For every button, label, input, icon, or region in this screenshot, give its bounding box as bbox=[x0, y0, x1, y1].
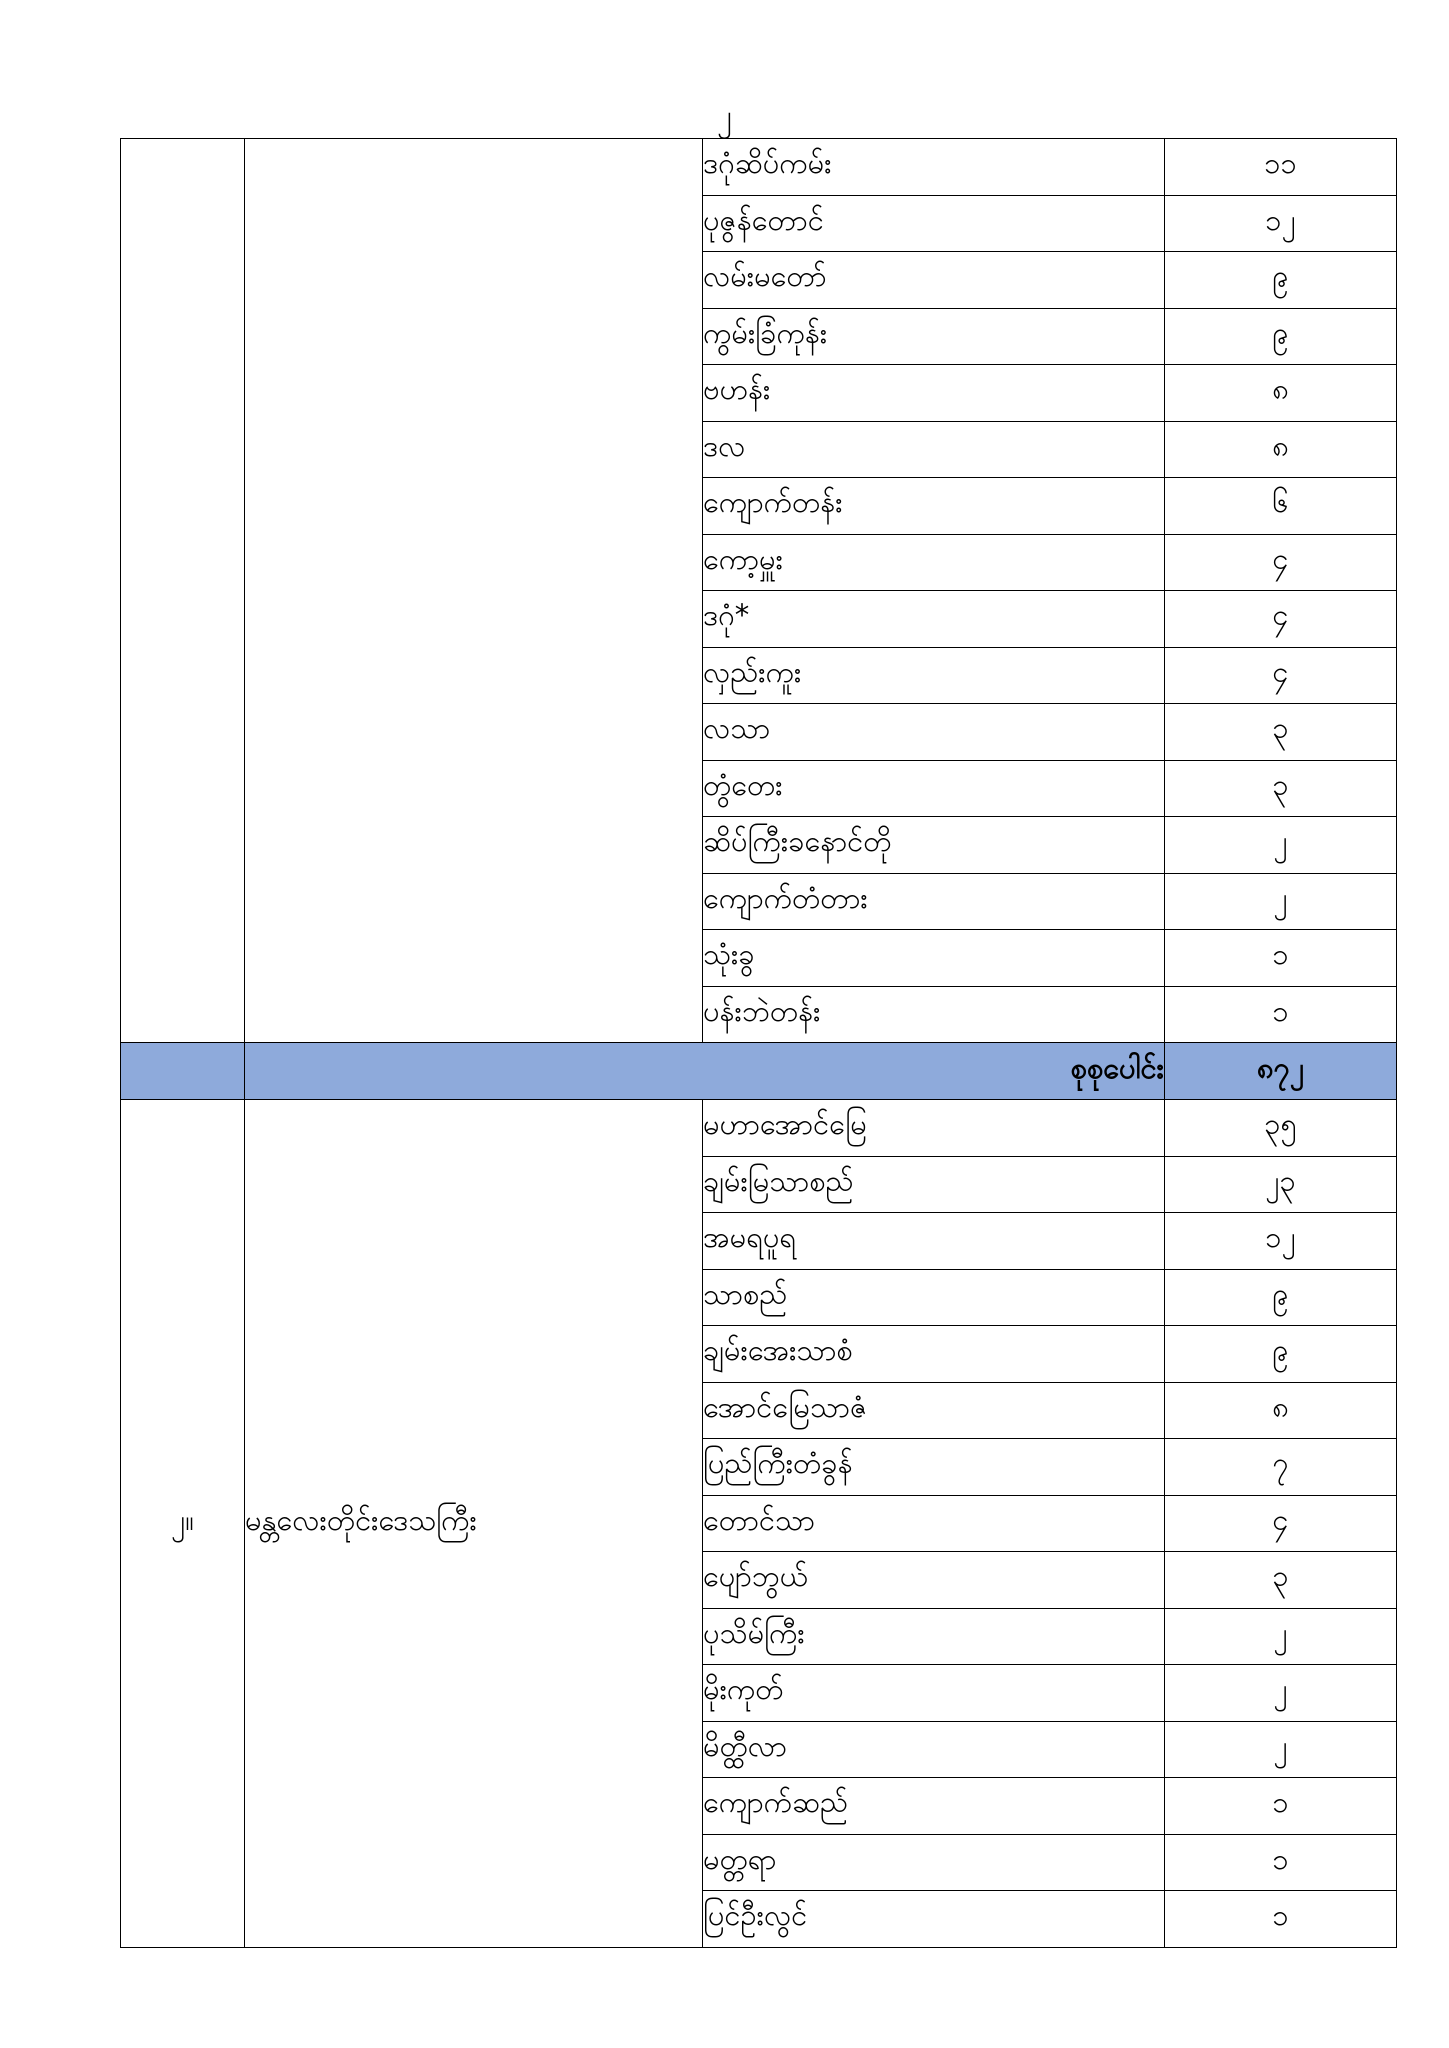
township-name-cell: ပန်းဘဲတန်း bbox=[703, 986, 1165, 1043]
township-count-cell: ၈ bbox=[1165, 421, 1397, 478]
total-blank-cell bbox=[121, 1043, 245, 1100]
township-count-cell: ၂ bbox=[1165, 873, 1397, 930]
township-name-cell: မိုးကုတ် bbox=[703, 1665, 1165, 1722]
township-count-cell: ၂ bbox=[1165, 1608, 1397, 1665]
township-name-cell: အောင်မြေသာဇံ bbox=[703, 1382, 1165, 1439]
region-number-cell: ၂။ bbox=[121, 1100, 245, 1948]
township-count-cell: ၁ bbox=[1165, 986, 1397, 1043]
total-row bbox=[121, 1043, 1397, 1100]
township-count-cell: ၂ bbox=[1165, 817, 1397, 874]
township-name-cell: ဗဟန်း bbox=[703, 365, 1165, 422]
township-count-cell: ၄ bbox=[1165, 647, 1397, 704]
township-name-cell: အမရပူရ bbox=[703, 1213, 1165, 1270]
township-name-cell: သာစည် bbox=[703, 1269, 1165, 1326]
township-count-cell: ၁၂ bbox=[1165, 195, 1397, 252]
township-name-cell: ကျောက်တန်း bbox=[703, 478, 1165, 535]
township-count-cell: ၁ bbox=[1165, 1778, 1397, 1835]
page-number: ၂ bbox=[717, 99, 732, 134]
township-count-cell: ၉ bbox=[1165, 308, 1397, 365]
township-name-cell: လှည်းကူး bbox=[703, 647, 1165, 704]
township-count-cell: ၈ bbox=[1165, 365, 1397, 422]
township-count-cell: ၉ bbox=[1165, 252, 1397, 309]
township-count-cell: ၂ bbox=[1165, 1721, 1397, 1778]
township-count-cell: ၄ bbox=[1165, 1495, 1397, 1552]
township-name-cell: ချမ်းအေးသာစံ bbox=[703, 1326, 1165, 1383]
township-count-cell: ၁၂ bbox=[1165, 1213, 1397, 1270]
township-count-cell: ၃၅ bbox=[1165, 1100, 1397, 1157]
region-name-cell bbox=[245, 139, 703, 1043]
township-count-table bbox=[120, 138, 1397, 1948]
township-name-cell: မဟာအောင်မြေ bbox=[703, 1100, 1165, 1157]
township-count-cell: ၇ bbox=[1165, 1439, 1397, 1496]
township-count-cell: ၃ bbox=[1165, 704, 1397, 761]
township-name-cell: ပုဇွန်တောင် bbox=[703, 195, 1165, 252]
township-count-cell: ၃ bbox=[1165, 760, 1397, 817]
township-name-cell: မိတ္ထီလာ bbox=[703, 1721, 1165, 1778]
township-count-cell: ၄ bbox=[1165, 534, 1397, 591]
township-name-cell: ပျော်ဘွယ် bbox=[703, 1552, 1165, 1609]
township-name-cell: တွံတေး bbox=[703, 760, 1165, 817]
township-name-cell: ပုသိမ်ကြီး bbox=[703, 1608, 1165, 1665]
township-count-cell: ၂၃ bbox=[1165, 1156, 1397, 1213]
township-count-cell: ၁၁ bbox=[1165, 139, 1397, 196]
total-value: ၈၇၂ bbox=[1165, 1043, 1397, 1100]
township-name-cell: ကျောက်တံတား bbox=[703, 873, 1165, 930]
table-row bbox=[121, 1100, 1397, 1157]
table-row bbox=[121, 139, 1397, 196]
township-name-cell: ကျောက်ဆည် bbox=[703, 1778, 1165, 1835]
township-name-cell: ပြည်ကြီးတံခွန် bbox=[703, 1439, 1165, 1496]
township-count-cell: ၉ bbox=[1165, 1269, 1397, 1326]
region-name-cell: မန္တလေးတိုင်းဒေသကြီး bbox=[245, 1100, 703, 1948]
township-count-cell: ၄ bbox=[1165, 591, 1397, 648]
township-count-cell: ၁ bbox=[1165, 1834, 1397, 1891]
total-label: စုစုပေါင်း bbox=[245, 1043, 1165, 1100]
township-count-cell: ၁ bbox=[1165, 1891, 1397, 1948]
township-name-cell: မတ္တရာ bbox=[703, 1834, 1165, 1891]
township-count-cell: ၉ bbox=[1165, 1326, 1397, 1383]
township-count-cell: ၂ bbox=[1165, 1665, 1397, 1722]
township-count-cell: ၈ bbox=[1165, 1382, 1397, 1439]
township-count-cell: ၃ bbox=[1165, 1552, 1397, 1609]
township-name-cell: တောင်သာ bbox=[703, 1495, 1165, 1552]
township-name-cell: လသာ bbox=[703, 704, 1165, 761]
township-name-cell: ကော့မှူး bbox=[703, 534, 1165, 591]
township-name-cell: ဒဂုံ* bbox=[703, 591, 1165, 648]
township-name-cell: ဒလ bbox=[703, 421, 1165, 478]
township-name-cell: ချမ်းမြသာစည် bbox=[703, 1156, 1165, 1213]
township-name-cell: ပြင်ဦးလွင် bbox=[703, 1891, 1165, 1948]
region-number-cell bbox=[121, 139, 245, 1043]
township-name-cell: သုံးခွ bbox=[703, 930, 1165, 987]
township-count-cell: ၆ bbox=[1165, 478, 1397, 535]
township-name-cell: ဆိပ်ကြီးခနောင်တို bbox=[703, 817, 1165, 874]
township-name-cell: လမ်းမတော် bbox=[703, 252, 1165, 309]
township-name-cell: ဒဂုံဆိပ်ကမ်း bbox=[703, 139, 1165, 196]
township-name-cell: ကွမ်းခြံကုန်း bbox=[703, 308, 1165, 365]
township-count-cell: ၁ bbox=[1165, 930, 1397, 987]
